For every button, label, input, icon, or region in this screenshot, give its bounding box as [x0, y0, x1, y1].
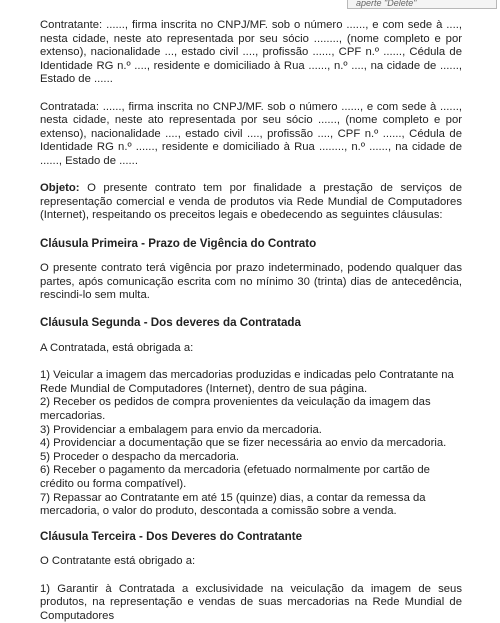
clausula-terceira-intro: O Contratante está obrigado a: [40, 555, 196, 568]
list-item: 7) Repassar ao Contratante em até 15 (quinze) dias, a contar da remessa da mercadoria, o valor do produto, descontada a comissão sobre a venda. [40, 491, 426, 518]
list-item: 4) Providenciar a documentação que se fizer necessária ao envio da mercadoria. [40, 437, 447, 450]
list-item: 5) Proceder o despacho da mercadoria. [40, 450, 240, 463]
list-item: 6) Receber o pagamento da mercadoria (efetuado normalmente por cartão de crédito ou forma compatível). [40, 464, 430, 490]
clausula-primeira-text: O presente contrato terá vigência por prazo indeterminado, podendo qualquer das partes, após comunicação escrita com no mínimo 30 (trinta) dias de antecedência, rescindi-lo sem multa. [40, 262, 462, 302]
objeto-paragraph [40, 182, 462, 223]
list-item: 3) Providenciar a embalagem para envio da mercadoria. [40, 423, 322, 436]
clausula-terceira-heading: Cláusula Terceira - Dos Deveres do Contratante [40, 529, 303, 543]
clausula-segunda-intro: A Contratada, está obrigada a: [40, 342, 194, 355]
clausula-primeira-heading: Cláusula Primeira - Prazo de Vigência do Contrato [40, 236, 317, 250]
list-item: 2) Receber os pedidos de compra provenientes da veiculação da imagem das mercadorias. [40, 396, 431, 423]
clausula-segunda-heading: Cláusula Segunda - Dos deveres da Contratada [40, 316, 301, 330]
objeto-text: O presente contrato tem por finalidade a prestação de serviços de representação comercial e venda de produtos via Rede Mundial de Computadores (Internet), respeitando os preceitos legais e obedecendo as seguintes cláusulas: [40, 182, 462, 222]
delete-hint-box [347, 0, 497, 9]
contratada-paragraph: Contratada: ......, firma inscrita no CNPJ/MF. sob o número ......, e com sede à ......, nesta cidade, neste ato representada por seu sócio ......, (nome completo e por extenso), nacionalidade ...., estado civil ...., profissão ...., CPF n.º ......, Cédula de Identidade RG n.º ......, residente e domiciliado à Rua ........, n.º ......, na cidade de ......, Estado de ...... [40, 100, 462, 167]
objeto-label: Objeto: [40, 182, 80, 195]
clausula-terceira-item-1: 1) Garantir à Contratada a exclusividade na veiculação da imagem de seus produtos, na representação e vendas de suas mercadorias na Rede Mundial de Computadores [40, 582, 462, 622]
delete-hint-text: aperte "Delete" [356, 0, 417, 8]
contract-document [40, 19, 462, 623]
list-item: 1) Veicular a imagem das mercadorias produzidas e indicadas pelo Contratante na Rede Mundial de Computadores (Internet), dentro de sua página. [40, 369, 454, 395]
clausula-segunda-list [40, 369, 462, 519]
contratante-paragraph: Contratante: ......, firma inscrita no CNPJ/MF. sob o número ......, e com sede à ...., nesta cidade, neste ato representada por seu sócio ........, (nome completo e por extenso), nacionalidade ..., estado civil ...., profissão ......, CPF n.º ......, Cédula de Identidade RG n.º ...., residente e domiciliado à Rua ......, n.º ...., na cidade de ......, Estado de ...... [40, 19, 462, 86]
